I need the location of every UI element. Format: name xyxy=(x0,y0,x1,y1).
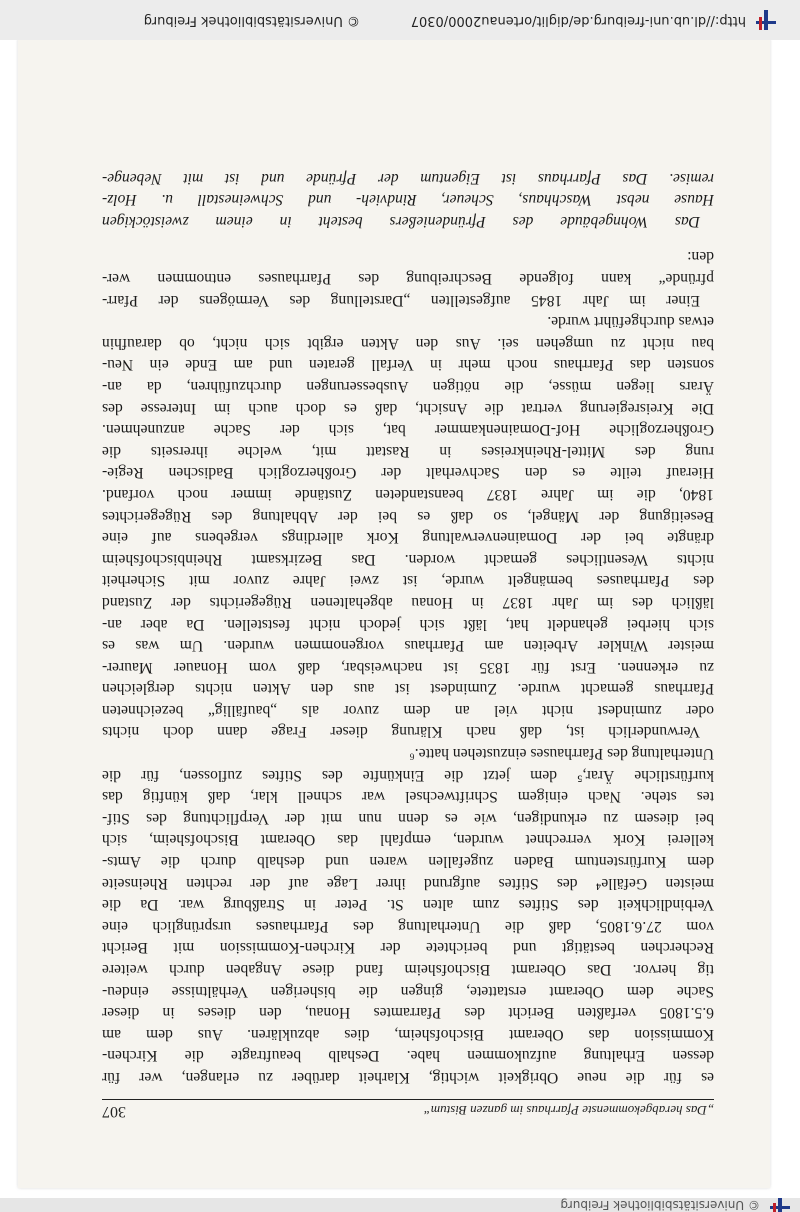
running-head xyxy=(102,1099,714,1122)
text-line: Hierauf teilte es den Sachverhalt der Großherzoglich Badischen Regie- xyxy=(102,464,714,482)
top-watermark-bar xyxy=(0,1198,800,1212)
text-line: vom 27.6.1805, daß die Unterhaltung des Pfarrhauses ursprünglich eine xyxy=(102,917,714,935)
text-line: rung des Mittel-Rheinkreises in Rastatt mit, welche ihrerseits die xyxy=(102,442,714,460)
text-line: kellerei Kork verrechnet wurden, empfahl das Oberamt Bischofsheim, sich xyxy=(102,831,714,849)
permalink-url[interactable]: http://dl.ub.uni-freiburg.de/diglit/ortenau2000/0307 xyxy=(410,13,746,28)
copyright-credit: © Universitätsbibliothek Freiburg xyxy=(143,13,360,28)
text-line: läßlich des im Jahr 1837 in Honau abgehaltenen Rügegerichts der Zustand xyxy=(102,593,714,611)
text-line: bei diesem zu erkundigen, wie es denn nun mit der Verpflichtung des Stif- xyxy=(102,809,714,827)
text-line: Kommission das Oberamt Bischofsheim, dies abzuklären. Aus dem am xyxy=(102,1025,714,1043)
text-line: Unterhaltung des Pfarrhauses einzustehen hatte.⁶ xyxy=(409,745,714,763)
text-line: sonsten das Pfarrhaus noch mehr in Verfall geraten und am Ende ein Neu- xyxy=(102,356,714,374)
body-paragraphs xyxy=(102,246,714,1088)
text-line: dem Kurfürstentum Baden zugefallen waren und deshalb durch die Amts- xyxy=(102,853,714,871)
text-line: Recherchen bestätigt und berichtete der Kirchen-Kommission mit Bericht xyxy=(102,939,714,957)
text-line: Großherzogliche Hof-Domainenkammer bat, sich der Sache anzunehmen. xyxy=(102,421,714,439)
text-line: meister Winkler Arbeiten am Pfarrhaus vorgenommen wurden. Um was es xyxy=(102,637,714,655)
text-line: des Pfarrhauses bemängelt wurde, ist zwei Jahre zuvor mit Sicherheit xyxy=(102,572,714,590)
page-number: 307 xyxy=(102,1103,126,1120)
body-text xyxy=(102,167,714,1088)
text-line: pfründe“ kann folgende Beschreibung des Pfarrhauses entnommen wer- xyxy=(102,270,714,288)
text-line: Pfarrhaus gemacht wurde. Zumindest ist aus den Akten nichts dergleichen xyxy=(102,680,714,698)
text-line: 6.5.1805 verfaßten Bericht des Pfarramtes Honau, den dieses in dieser xyxy=(102,1004,714,1022)
library-logo-icon xyxy=(770,1198,790,1212)
text-line: dessen Erhaltung aufzukommen habe. Deshalb beauftragte die Kirchen- xyxy=(102,1047,714,1065)
text-line: Einer im Jahr 1845 aufgestellten „Darstellung des Vermögens der Pfarr- xyxy=(102,291,700,309)
text-line: meisten Gefälle⁴ des Stiftes aufgrund ihrer Lage auf der rechten Rheinseite xyxy=(102,874,714,892)
running-head-title: „Das herabgekommenste Pfarrhaus im ganzen Bistum“ xyxy=(423,1103,714,1118)
text-line: tes stehe. Nach einigem Schriftwechsel war schnell klar, daß künftig das xyxy=(102,788,714,806)
text-line: oder zumindest nicht viel an dem zuvor als „baufällig“ bezeichneten xyxy=(102,701,714,719)
text-line: drängte bei der Domainenverwaltung Kork allerdings vergebens auf eine xyxy=(102,529,714,547)
text-line: tig hervor. Das Oberamt Bischofsheim fand diese Angaben durch weitere xyxy=(102,961,714,979)
footer-bar xyxy=(0,0,800,40)
text-line: sich hierbei gehandelt hat, läßt sich jedoch nicht feststellen. Da aber an- xyxy=(102,615,714,633)
quote-line: remise. Das Pfarrhaus ist Eigentum der Pfründe und ist mit Nebenge- xyxy=(102,169,714,187)
block-quote xyxy=(102,167,714,232)
text-line: zu erkennen. Erst für 1835 ist nachweisbar, daß vom Honauer Maurer- xyxy=(102,658,714,676)
text-line: den: xyxy=(687,248,714,266)
text-line: nichts Wesentliches gemacht worden. Das Bezirksamt Rheinbischofsheim xyxy=(102,550,714,568)
text-line: Verwunderlich ist, daß nach Klärung dieser Frage dann doch nichts xyxy=(102,723,700,741)
text-line: es für die neue Obrigkeit wichtig, Klarheit darüber zu erlangen, wer für xyxy=(102,1069,714,1086)
library-logo-icon xyxy=(756,10,776,30)
text-line: bau nicht zu umgehen sei. Aus den Akten ergibt sich nicht, ob daraufhin xyxy=(102,334,714,352)
quote-line: Das Wohngebäude des Pfründeniеßers besteht in einem zweistöckigen xyxy=(102,212,700,230)
quote-line: Hause nebst Waschhaus, Scheuer, Rindvieh- und Schweinestall u. Holz- xyxy=(102,191,714,209)
text-line: Die Kreisregierung vertrat die Ansicht, daß es doch auch im Interesse des xyxy=(102,399,714,417)
text-line: kurfürstliche Ärar,⁵ dem jetzt die Einkünfte des Stiftes zuflossen, für die xyxy=(102,766,714,784)
top-credit-text: © Universitätsbibliothek Freiburg xyxy=(560,1198,760,1212)
text-line: Ärars liegen müsse, die nötigen Ausbesserungen durchzuführen, da an- xyxy=(102,378,714,395)
text-line: Beseitigung der Mängel, so daß es bei der Abhaltung des Rügegerichtes xyxy=(102,507,714,525)
text-line: Sache dem Oberamt erstattete, gingen die bisherigen Verhältnisse eindeu- xyxy=(102,982,714,1000)
text-line: 1840, die im Jahre 1837 beanstandeten Zustände immer noch vorfand. xyxy=(102,485,714,503)
text-line: Verbindlichkeit des Stiftes zum alten St. Peter in Straßburg war. Da die xyxy=(102,896,714,914)
text-line: etwas durchgeführt wurde. xyxy=(547,313,714,331)
